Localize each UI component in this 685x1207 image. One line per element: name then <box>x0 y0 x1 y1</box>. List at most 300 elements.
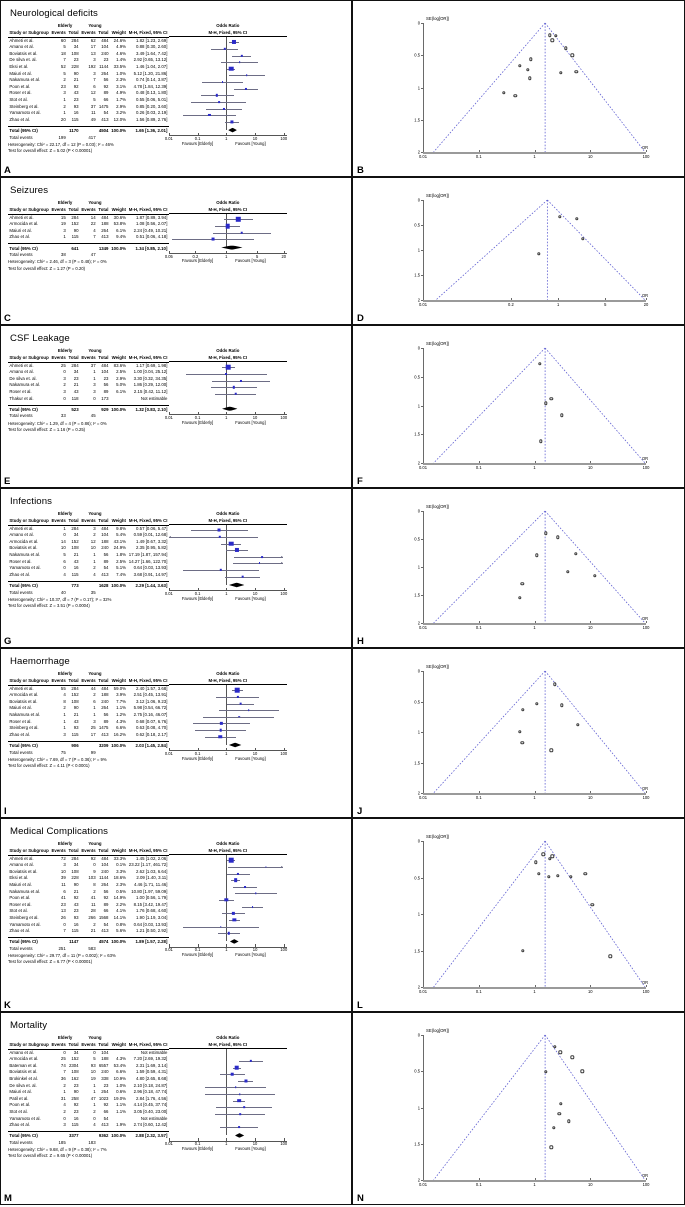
total-elderly: 284 <box>71 685 79 691</box>
total-events-elderly: 75 <box>60 749 66 755</box>
plot-canvas <box>164 37 288 146</box>
spacer-cell3 <box>127 671 168 678</box>
total-elderly: 21 <box>73 382 79 388</box>
odds-ratio-ci: 1.87 [0.89, 3.94] <box>136 214 168 220</box>
total-elderly: 34 <box>73 532 79 538</box>
total-elderly: 90 <box>73 705 79 711</box>
funnel-x-tick-label: 1 <box>533 465 536 471</box>
x-axis <box>169 750 287 751</box>
odds-ratio-ci: 0.64 [0.03, 13.93] <box>133 565 168 571</box>
total-row <box>8 581 169 589</box>
study-name: De silva et. al. <box>9 375 37 381</box>
odds-ratio-ci: 1.90 [1.19, 3.04] <box>136 914 168 920</box>
total-young: 66 <box>103 908 109 914</box>
total-events-young: 417 <box>88 134 96 140</box>
confidence-interval-line <box>228 867 283 868</box>
funnel-y-tick-label: 0 <box>417 197 420 203</box>
events-elderly: 55 <box>60 685 66 691</box>
col-total2: Total <box>97 30 110 37</box>
study-name: Nakamura et al. <box>9 77 41 83</box>
study-name: Roser et al. <box>9 90 32 96</box>
study-name: Stot et al. <box>9 96 28 102</box>
funnel-y-tick-label: 0 <box>417 345 420 351</box>
events-elderly: 1 <box>63 525 66 531</box>
total-elderly: 21 <box>73 77 79 83</box>
spacer-cell <box>8 671 50 678</box>
total-young: 264 <box>101 227 109 233</box>
col-study: Study or Subgroup <box>8 355 50 362</box>
effect-marker <box>231 1073 234 1076</box>
panel-letter-J: J <box>357 805 363 817</box>
events-elderly: 39 <box>60 875 66 881</box>
weight: 6.1% <box>116 388 126 394</box>
funnel-guides <box>353 819 685 1012</box>
effect-marker <box>229 541 234 546</box>
blank2 <box>80 938 97 946</box>
effect-marker <box>219 735 222 738</box>
odds-ratio-ci: 4.14 [0.45, 37.74] <box>133 1102 168 1108</box>
panel-title: Infections <box>10 496 53 507</box>
odds-ratio-ci: 3.12 [1.06, 9.23] <box>136 698 168 704</box>
overall-effect-text: Test for overall effect: Z = 1.16 (P = 0.25) <box>8 426 86 432</box>
events-young: 9 <box>93 868 96 874</box>
col-events1: Events <box>50 518 67 525</box>
col-weight: Weight <box>110 30 128 37</box>
funnel-y-axis-label: SE(log[OR]) <box>426 193 450 198</box>
total-young: 89 <box>103 718 109 724</box>
col-or: M-H, Fixed, 95% CI <box>127 848 168 855</box>
effect-marker <box>244 886 246 888</box>
col-study: Study or Subgroup <box>8 518 50 525</box>
total-young: 104 <box>101 532 109 538</box>
study-name: Zhao et al. <box>9 571 30 577</box>
total-label: Total (95% CI) <box>8 405 50 413</box>
odds-ratio-ci: 0.68 [0.07, 6.76] <box>136 718 168 724</box>
axis-tick-label: 0.01 <box>164 750 173 756</box>
favours-young-label: Favours [Young] <box>235 1146 266 1152</box>
total-young: 413 <box>101 928 109 934</box>
study-name: Armocida et al. <box>9 221 39 227</box>
total-young: 484 <box>101 685 109 691</box>
favours-elderly-label: Favours [Elderly] <box>181 1146 214 1152</box>
b5 <box>110 750 128 757</box>
axis-tick-label: 1 <box>225 750 228 756</box>
funnel-x-tick-label: 10 <box>587 465 593 471</box>
total-elderly: 115 <box>71 234 79 240</box>
total-elderly: 92 <box>73 1102 79 1108</box>
weight: 2.9% <box>116 103 126 109</box>
total-young: 413 <box>101 1122 109 1128</box>
events-elderly: 1 <box>63 96 66 102</box>
table-row <box>8 692 169 699</box>
total-young: 1144 <box>99 63 109 69</box>
study-name: Amano et al. <box>9 44 34 50</box>
summary-diamond <box>235 1133 244 1138</box>
table-row <box>8 699 169 706</box>
total-young: 23 <box>103 375 109 381</box>
weight: 1.7% <box>116 96 126 102</box>
panel-letter-C: C <box>4 312 11 324</box>
study-name: Amano et al. <box>9 862 34 868</box>
effect-marker <box>238 1126 240 1128</box>
axis-tick-label: 1 <box>225 136 228 142</box>
total-events-elderly: 185 <box>58 1139 66 1145</box>
plot-canvas <box>164 362 288 425</box>
x-axis <box>169 590 287 591</box>
odds-ratio-ci: 0.85 [0.20, 3.60] <box>136 103 168 109</box>
funnel-y-tick-label: 1 <box>417 911 420 917</box>
b6 <box>127 946 168 953</box>
group-header-young: Young <box>88 1035 102 1040</box>
events-young: 7 <box>93 234 96 240</box>
plot-header <box>169 841 287 855</box>
events-elderly: 2 <box>63 705 66 711</box>
study-name: Roser et al. <box>9 388 32 394</box>
study-name: Ahmeti et al. <box>9 685 34 691</box>
study-name: Thakur et al. <box>9 395 34 401</box>
total-ci: 1.89 [1.57, 2.28] <box>127 938 168 946</box>
total-young: 413 <box>101 571 109 577</box>
total-elderly-sum: 1147 <box>67 938 80 946</box>
study-name: Brokinkel et al. <box>9 1075 38 1081</box>
events-elderly: 0 <box>63 395 66 401</box>
b3 <box>67 252 80 259</box>
weight: 7.7% <box>116 698 126 704</box>
total-young: 66 <box>103 96 109 102</box>
panel-letter-G: G <box>4 635 12 647</box>
panel-row-2 <box>0 177 685 325</box>
funnel-y-tick-label: 1.5 <box>414 117 420 123</box>
b4 <box>97 135 110 142</box>
odds-ratio-ci: 0.55 [0.06, 5.01] <box>136 96 168 102</box>
funnel-guides <box>353 1 685 177</box>
axis-tick-label: 0.01 <box>164 136 173 142</box>
study-name: Bateman et al. <box>9 1062 38 1068</box>
axis-tick-label: 20 <box>281 253 287 259</box>
total-young: 413 <box>101 731 109 737</box>
axis-tick-label: 0.01 <box>164 414 173 420</box>
study-name: Ahmeti et al. <box>9 37 34 43</box>
effect-marker <box>208 114 210 116</box>
total-young: 188 <box>101 221 109 227</box>
summary-diamond <box>229 583 245 588</box>
total-row <box>8 938 169 946</box>
total-elderly: 284 <box>71 855 79 861</box>
weight: 1.9% <box>116 1122 126 1128</box>
events-young: 12 <box>90 90 96 96</box>
events-young: 62 <box>90 37 96 43</box>
total-weight: 100.0% <box>111 939 126 945</box>
events-young: 103 <box>88 875 96 881</box>
odds-ratio-ci: 2.92 [0.65, 13.12] <box>133 57 168 63</box>
plot-header <box>169 348 287 362</box>
total-elderly: 93 <box>73 725 79 731</box>
events-elderly: 52 <box>60 63 66 69</box>
effect-marker <box>232 912 234 914</box>
weight: 43.1% <box>113 538 126 544</box>
blank1 <box>50 581 67 589</box>
b6 <box>127 590 168 597</box>
study-name: Zhao et al. <box>9 116 30 122</box>
odds-ratio-ci: 0.59 [0.01, 12.68] <box>133 532 168 538</box>
weight <box>110 1049 128 1056</box>
odds-ratio-ci: 0.74 [0.14, 3.87] <box>136 77 168 83</box>
weight: 1.8% <box>116 551 126 557</box>
effect-marker <box>261 556 263 558</box>
total-events-young: 99 <box>90 749 96 755</box>
table-row <box>8 57 169 64</box>
table-row <box>8 855 169 862</box>
effect-marker <box>265 866 266 867</box>
odds-ratio-ci: 2.10 [0.18, 24.87] <box>133 1082 168 1088</box>
weight: 5.1% <box>116 565 126 571</box>
plot-subtitle: M-H, Fixed, 95% CI <box>208 677 248 683</box>
panel-letter-I: I <box>4 805 7 817</box>
events-young: 0 <box>93 862 96 868</box>
weight: 33.3% <box>113 855 126 861</box>
events-young: 19 <box>90 1075 96 1081</box>
total-young: 92 <box>103 895 109 901</box>
col-weight: Weight <box>110 848 128 855</box>
axis-tick-label: 1 <box>225 253 228 259</box>
total-young: 484 <box>101 214 109 220</box>
spacer-cell2 <box>110 23 128 30</box>
funnel-y-tick-label: 0.5 <box>414 222 420 228</box>
table-row <box>8 922 169 929</box>
funnel-y-tick-label: 1.5 <box>414 760 420 765</box>
favours-young-label: Favours [Young] <box>235 595 266 601</box>
heterogeneity-text: Heterogeneity: Chi² = 10.37, df = 7 (P = 0.17); I² = 32% <box>8 596 112 602</box>
study-name: Zhao et al. <box>9 731 30 737</box>
blank1 <box>50 938 67 946</box>
events-young: 49 <box>90 116 96 122</box>
weight: 7.4% <box>116 571 126 577</box>
weight: 4.9% <box>116 44 126 50</box>
panel-row-3 <box>0 325 685 488</box>
blank2 <box>80 1132 97 1140</box>
group-header-young: Young <box>88 841 102 846</box>
study-name: Yamamoto et al. <box>9 1115 41 1121</box>
axis-tick-label: 100 <box>280 750 288 756</box>
effect-marker <box>245 88 247 90</box>
overall-effect-text: Test for overall effect: Z = 6.77 (P < 0.00001) <box>8 959 93 965</box>
favours-elderly-label: Favours [Elderly] <box>181 140 214 146</box>
events-young: 5 <box>93 96 96 102</box>
effect-marker <box>250 1060 252 1062</box>
events-elderly: 7 <box>63 57 66 63</box>
axis-tick-label: 0.1 <box>194 1141 201 1147</box>
total-elderly: 162 <box>71 1075 79 1081</box>
funnel-y-tick-label: 2 <box>417 620 420 626</box>
odds-ratio-ci: 5.12 [1.20, 21.86] <box>133 70 168 76</box>
forest-plot-area <box>164 841 288 966</box>
effect-marker <box>239 1113 241 1115</box>
events-elderly: 2 <box>63 1082 66 1088</box>
summary-diamond <box>222 406 238 411</box>
study-name: Maiuri et al. <box>9 881 32 887</box>
study-name: Zhao et al. <box>9 234 30 240</box>
total-label: Total (95% CI) <box>8 938 50 946</box>
events-young: 4 <box>93 227 96 233</box>
study-name: Yamamoto et al. <box>9 565 41 571</box>
weight: 4.6% <box>116 50 126 56</box>
effect-marker <box>239 1093 240 1094</box>
total-young: 92 <box>103 83 109 89</box>
table-row <box>8 117 169 124</box>
forest-plot-area <box>164 200 287 272</box>
total-events-elderly: 199 <box>58 134 66 140</box>
total-young: 484 <box>101 362 109 368</box>
effect-marker <box>234 1065 239 1070</box>
b3 <box>67 413 80 420</box>
weight: 0.1% <box>116 862 126 868</box>
table-row <box>8 889 169 896</box>
odds-ratio-ci: 1.00 [0.56, 1.79] <box>136 895 168 901</box>
table-row <box>8 869 169 876</box>
odds-ratio-ci: 3.49 [1.64, 7.42] <box>136 50 168 56</box>
events-elderly: 25 <box>60 1056 66 1062</box>
effect-marker <box>234 878 238 882</box>
effect-marker <box>229 858 234 863</box>
weight: 9.8% <box>116 525 126 531</box>
events-elderly: 1 <box>63 718 66 724</box>
spacer-cell <box>8 200 50 207</box>
total-young: 1568 <box>98 914 109 920</box>
funnel-x-tick-label: 0.01 <box>419 795 427 801</box>
axis-tick-label: 1 <box>225 1141 228 1147</box>
events-young: 3 <box>93 57 96 63</box>
odds-ratio-ci: 1.56 [0.89, 2.76] <box>136 116 168 122</box>
effect-marker <box>232 40 236 44</box>
table-row <box>8 1083 169 1090</box>
funnel-y-tick-label: 0.5 <box>414 52 420 58</box>
funnel-y-tick-label: 2 <box>417 460 420 466</box>
ci-arrow-right <box>281 556 283 558</box>
funnel-y-tick-label: 2 <box>417 297 420 303</box>
events-elderly: 2 <box>63 103 66 109</box>
funnel-right-edge <box>545 23 645 152</box>
total-elderly: 23 <box>73 1082 79 1088</box>
weight: 2.5% <box>116 558 126 564</box>
axis-tick-label: 10 <box>252 1141 258 1147</box>
summary-diamond <box>228 128 237 133</box>
total-elderly: 284 <box>71 362 79 368</box>
total-elderly: 228 <box>71 875 79 881</box>
funnel-x-axis-label: OR <box>642 786 649 791</box>
events-young: 5 <box>93 1056 96 1062</box>
study-name: Eksi et al. <box>9 875 29 881</box>
total-ci: 1.34 [0.85, 2.10] <box>127 244 168 252</box>
weight: 6.6% <box>116 1069 126 1075</box>
funnel-y-tick-label: 2 <box>417 984 420 990</box>
total-events-elderly: 251 <box>58 945 66 951</box>
effect-marker <box>252 906 254 908</box>
col-events1: Events <box>50 355 67 362</box>
odds-ratio-ci: 1.21 [0.50, 2.92] <box>136 928 168 934</box>
group-header-young: Young <box>88 671 102 676</box>
table-row <box>8 1089 169 1096</box>
total-elderly: 34 <box>73 1049 79 1055</box>
weight: 53.8% <box>113 221 126 227</box>
plot-title: Odds Ratio <box>216 511 240 516</box>
total-elderly: 115 <box>71 1122 79 1128</box>
table-row <box>8 51 169 58</box>
total-elderly: 34 <box>73 44 79 50</box>
total-elderly: 90 <box>73 70 79 76</box>
events-elderly: 0 <box>63 565 66 571</box>
confidence-interval-line <box>169 537 258 538</box>
events-elderly: 3 <box>63 388 66 394</box>
total-young: 104 <box>101 44 109 50</box>
axis-tick-label: 0.01 <box>164 590 173 596</box>
total-ci: 1.32 [0.83, 2.10] <box>127 405 168 413</box>
funnel-x-tick-label: 1 <box>533 154 536 160</box>
forest-plot <box>1 489 351 647</box>
study-name: Boviatsis et al. <box>9 50 38 56</box>
col-events1: Events <box>50 207 67 214</box>
study-name: Ahmeti et al. <box>9 214 34 220</box>
funnel-y-tick-label: 0 <box>417 668 420 674</box>
x-axis <box>169 253 287 254</box>
table-row <box>8 71 169 78</box>
total-weight: 100.0% <box>111 743 126 749</box>
spacer-cell3 <box>127 841 168 848</box>
axis-tick-label: 1 <box>225 947 228 953</box>
null-effect-line <box>226 1049 227 1135</box>
funnel-y-axis-label: SE(log[OR]) <box>426 16 450 21</box>
b5 <box>110 135 128 142</box>
weight: 6.6% <box>116 725 126 731</box>
total-young-sum: 1628 <box>98 583 109 589</box>
events-elderly: 72 <box>60 855 66 861</box>
events-elderly: 2 <box>63 1108 66 1114</box>
total-elderly: 284 <box>71 37 79 43</box>
study-name: Ahmeti et al. <box>9 525 34 531</box>
total-elderly: 21 <box>73 888 79 894</box>
events-young: 11 <box>91 110 96 116</box>
odds-ratio-ci: 4.46 [1.71, 11.46] <box>133 881 168 887</box>
total-elderly: 16 <box>73 921 79 927</box>
odds-ratio-ci: 0.88 [0.30, 2.60] <box>136 44 168 50</box>
funnel-panel-H <box>352 488 685 648</box>
funnel-x-tick-label: 0.1 <box>475 1182 482 1188</box>
total-elderly-sum: 641 <box>67 244 80 252</box>
axis-tick-label: 100 <box>280 414 288 420</box>
funnel-y-tick-label: 1 <box>417 85 420 90</box>
b5 <box>110 590 128 597</box>
study-name: Nakamura et al. <box>9 711 41 717</box>
total-row <box>8 741 169 749</box>
events-young: 7 <box>93 77 96 83</box>
total-elderly: 90 <box>73 227 79 233</box>
plot-header <box>169 23 287 37</box>
col-events2: Events <box>80 1042 97 1049</box>
odds-ratio-ci: 1.59 [0.59, 4.31] <box>136 1069 168 1075</box>
odds-ratio-ci: 2.24 [0.49, 10.21] <box>133 227 168 233</box>
plot-header <box>169 200 287 214</box>
odds-ratio-ci: Not estimable <box>140 1115 168 1121</box>
effect-marker <box>227 932 229 934</box>
total-young: 23 <box>103 57 109 63</box>
col-events1: Events <box>50 1042 67 1049</box>
study-name: Amano et al. <box>9 532 34 538</box>
favours-elderly-label: Favours [Elderly] <box>181 419 214 425</box>
weight: 24.9% <box>113 545 126 551</box>
table-row <box>8 685 169 692</box>
statistics <box>8 757 169 770</box>
group-header-elderly: Elderly <box>57 511 73 516</box>
table-row <box>8 396 169 403</box>
